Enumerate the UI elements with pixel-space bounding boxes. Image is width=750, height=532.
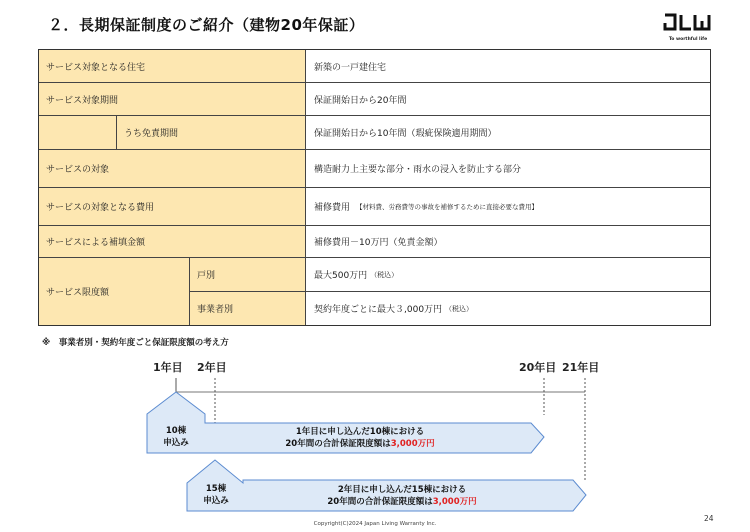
arrow1-count — [155, 425, 197, 449]
row-label-service-scope: サービスの対象 — [39, 150, 306, 188]
arrow2-amount: 3,000万円 — [432, 497, 477, 507]
copyright: Copyright(C)2024 Japan Living Warranty Inc. — [313, 521, 437, 527]
jlw-logo-icon — [662, 12, 712, 32]
arrow1-text-line2 — [240, 438, 480, 450]
row-label-service-period-span — [39, 116, 117, 150]
row-sublabel-per-house: 戸別 — [190, 258, 306, 292]
year-label-2: 2年目 — [197, 361, 227, 374]
warranty-spec-table — [38, 49, 711, 326]
arrow2-text-line1: 2年目に申し込んだ15棟における — [337, 485, 467, 495]
arrow2-text-prefix: 20年間の合計保証限度額は — [327, 497, 433, 507]
row-label-service-limit: サービス限度額 — [39, 258, 190, 325]
arrow1-text-line1: 1年目に申し込んだ10棟における — [295, 427, 425, 437]
per-business-limit: 契約年度ごとに最大３,000万円 — [314, 305, 443, 315]
row-sublabel-exemption-period: うち免責期間 — [117, 116, 306, 150]
per-house-tax-note: （税込） — [370, 270, 399, 279]
arrow1-count-number: 10棟 — [165, 426, 187, 436]
year-label-1: 1年目 — [153, 361, 183, 374]
page-number: 24 — [704, 514, 714, 523]
arrow1-text — [240, 426, 480, 450]
year-label-21: 21年目 — [562, 361, 600, 374]
row-value-per-business — [306, 292, 710, 325]
year-label-20: 20年目 — [519, 361, 557, 374]
row-value-per-house — [306, 258, 710, 292]
row-value-target-house: 新築の一戸建住宅 — [306, 50, 710, 83]
page-title: ２．長期保証制度のご紹介（建物20年保証） — [48, 16, 365, 34]
row-label-target-house: サービス対象となる住宅 — [39, 50, 306, 83]
company-logo — [660, 12, 714, 46]
arrow2-count-number: 15棟 — [205, 484, 227, 494]
row-value-compensation-amount: 補修費用－10万円（免責金額） — [306, 226, 710, 258]
covered-cost-main: 補修費用 — [314, 203, 351, 213]
arrow2-text — [282, 484, 522, 508]
arrow1-amount: 3,000万円 — [390, 439, 435, 449]
arrow1-text-prefix: 20年間の合計保証限度額は — [285, 439, 391, 449]
warranty-timeline-diagram — [0, 350, 750, 520]
arrow1-count-label: 申込み — [163, 438, 189, 448]
arrow2-count-label: 申込み — [203, 496, 229, 506]
row-value-service-scope: 構造耐力上主要な部分・雨水の浸入を防止する部分 — [306, 150, 710, 188]
arrow2-text-line2 — [282, 496, 522, 508]
row-value-exemption-period: 保証開始日から10年間（瑕疵保険適用期間） — [306, 116, 710, 150]
limit-concept-note: ※ 事業者別・契約年度ごと保証限度額の考え方 — [42, 338, 229, 348]
row-label-service-period: サービス対象期間 — [39, 83, 306, 116]
row-value-covered-cost — [306, 188, 710, 226]
arrow2-count — [195, 483, 237, 507]
per-business-tax-note: （税込） — [445, 304, 474, 313]
logo-tagline: To worthful life — [668, 37, 708, 42]
per-house-limit: 最大500万円 — [314, 271, 368, 281]
row-value-service-period: 保証開始日から20年間 — [306, 83, 710, 116]
row-label-compensation-amount: サービスによる補填金額 — [39, 226, 306, 258]
row-sublabel-per-business: 事業者別 — [190, 292, 306, 325]
covered-cost-note: 【材料費、労務費等の事故を補修するために直接必要な費用】 — [356, 203, 539, 211]
row-label-covered-cost: サービスの対象となる費用 — [39, 188, 306, 226]
